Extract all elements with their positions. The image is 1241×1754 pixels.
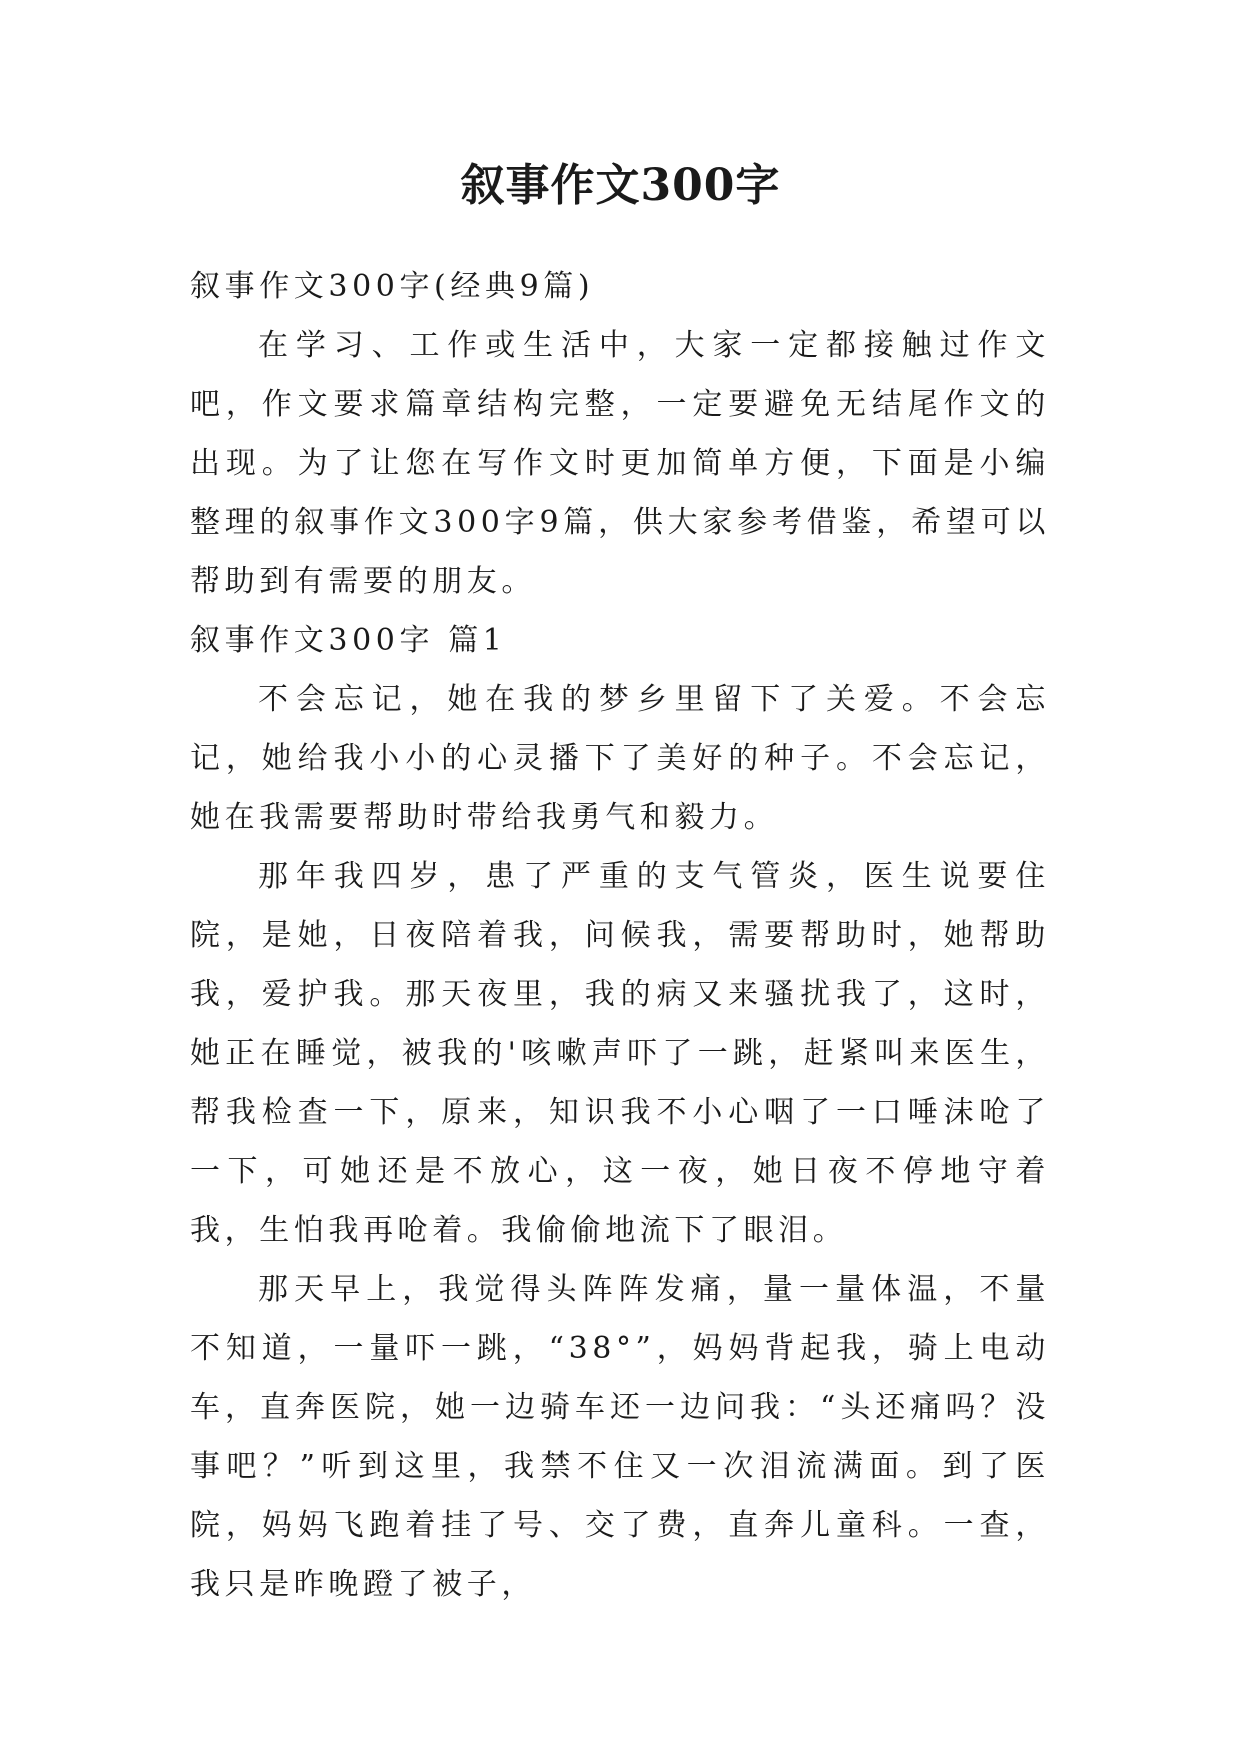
document-title: 叙事作文300字 — [460, 160, 781, 211]
document-subtitle: 叙事作文300字(经典9篇) — [190, 269, 595, 304]
section-heading: 叙事作文300字 篇1 — [190, 623, 507, 658]
body-paragraph: 那年我四岁，患了严重的支气管炎，医生说要住院，是她，日夜陪着我，问候我，需要帮助时，她帮助我，爱护我。那天夜里，我的病又来骚扰我了，这时，她正在睡觉，被我的'咳嗽声吓了一跳，赶紧叫来医生，帮我检查一下，原来，知识我不小心咽了一口唾沫呛了一下，可她还是不放心，这一夜，她日夜不停地守着我，生怕我再呛着。我偷偷地流下了眼泪。 — [190, 859, 1050, 1248]
body-paragraph: 那天早上，我觉得头阵阵发痛，量一量体温，不量不知道，一量吓一跳，“38°”，妈妈背起我，骑上电动车，直奔医院，她一边骑车还一边问我：“头还痛吗？没事吧？”听到这里，我禁不住又一次泪流满面。到了医院，妈妈飞跑着挂了号、交了费，直奔儿童科。一查，我只是昨晚蹬了被子， — [190, 1272, 1050, 1602]
body-paragraph: 不会忘记，她在我的梦乡里留下了关爱。不会忘记，她给我小小的心灵播下了美好的种子。不会忘记，她在我需要帮助时带给我勇气和毅力。 — [190, 682, 1050, 835]
document-body — [190, 257, 1050, 1614]
intro-paragraph: 在学习、工作或生活中，大家一定都接触过作文吧，作文要求篇章结构完整，一定要避免无结尾作文的出现。为了让您在写作文时更加简单方便，下面是小编整理的叙事作文300字9篇，供大家参考借鉴，希望可以帮助到有需要的朋友。 — [190, 328, 1050, 599]
